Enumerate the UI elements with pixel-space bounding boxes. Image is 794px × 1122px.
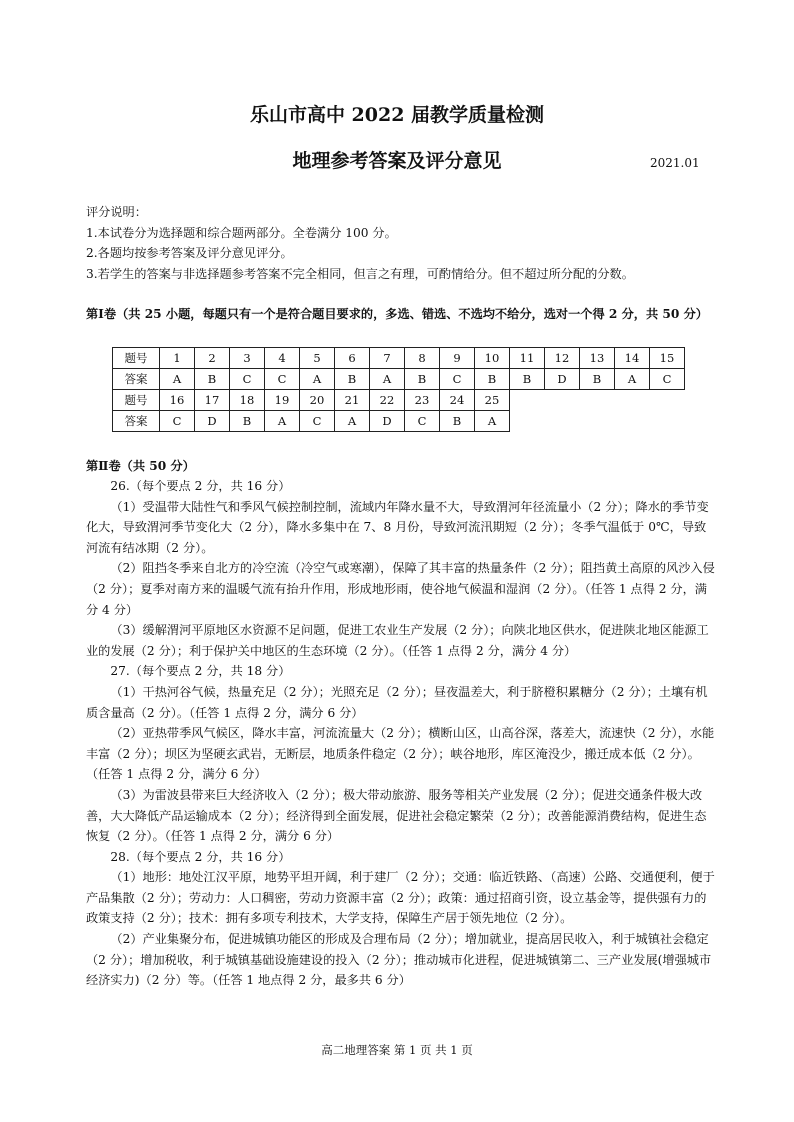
- document-title: 乐山市高中 2022 届教学质量检测: [249, 104, 545, 126]
- table-cell: B: [405, 369, 440, 390]
- row-label: 题号: [113, 390, 160, 411]
- table-cell: A: [335, 411, 370, 432]
- answer-paragraph: （3）缓解渭河平原地区水资源不足问题，促进工农业生产发展（2 分）；向陕北地区供水，促进陕北地区能源工业的发展（2 分）；利于保护关中地区的生态环境（2 分）。（任答 1 点得 2 分，满分 4 分）: [86, 623, 709, 658]
- table-empty-cell: [510, 411, 685, 432]
- scoring-notes: [86, 202, 718, 284]
- table-cell: B: [510, 369, 545, 390]
- scoring-note: 3.若学生的答案与非选择题参考答案不完全相同，但言之有理，可酌情给分。但不超过所分配的分数。: [86, 266, 634, 281]
- answer-paragraph: （2）产业集聚分布，促进城镇功能区的形成及合理布局（2 分）；增加就业，提高居民收入，利于城镇社会稳定（2 分）；增加税收，利于城镇基础设施建设的投入（2 分）；推动城市化进程，促进城镇第二、三产业发展(增强城市经济实力)（2 分）等。（任答 1 地点得 2 分，最多共 6 分）: [86, 932, 712, 988]
- answer-paragraph: 26.（每个要点 2 分，共 16 分）: [110, 479, 291, 493]
- table-cell: D: [370, 411, 405, 432]
- table-cell: 12: [545, 348, 580, 369]
- table-empty-cell: [510, 390, 685, 411]
- answer-row: [113, 369, 685, 390]
- table-cell: 9: [440, 348, 475, 369]
- document-subtitle: 地理参考答案及评分意见: [292, 150, 502, 172]
- table-cell: 5: [300, 348, 335, 369]
- table-cell: 15: [650, 348, 685, 369]
- table-cell: B: [440, 411, 475, 432]
- table-cell: 7: [370, 348, 405, 369]
- table-cell: 14: [615, 348, 650, 369]
- table-cell: A: [160, 369, 195, 390]
- table-cell: 19: [265, 390, 300, 411]
- table-cell: 24: [440, 390, 475, 411]
- table-cell: B: [475, 369, 510, 390]
- row-label: 答案: [113, 411, 160, 432]
- table-cell: B: [335, 369, 370, 390]
- table-cell: 1: [160, 348, 195, 369]
- table-cell: 10: [475, 348, 510, 369]
- section2-heading: 第Ⅱ卷（共 50 分）: [86, 459, 195, 473]
- page-footer: 高二地理答案 第 1 页 共 1 页: [321, 1043, 473, 1057]
- table-cell: D: [195, 411, 230, 432]
- table-cell: 25: [475, 390, 510, 411]
- table-cell: A: [370, 369, 405, 390]
- table-cell: 23: [405, 390, 440, 411]
- row-label: 题号: [113, 348, 160, 369]
- table-cell: D: [545, 369, 580, 390]
- answer-paragraph: （2）阻挡冬季来自北方的冷空流（冷空气或寒潮），保障了其丰富的热量条件（2 分）；阻挡黄土高原的风沙入侵（2 分）；夏季对南方来的温暖气流有抬升作用，形成地形雨，使谷地气候温和湿润（2 分）。（任答 1 点得 2 分，满分 4 分）: [86, 561, 715, 617]
- table-cell: A: [475, 411, 510, 432]
- answer-paragraph: （1）干热河谷气候，热量充足（2 分）；光照充足（2 分）；昼夜温差大，利于脐橙积累糖分（2 分）；土壤有机质含量高（2 分）。（任答 1 点得 2 分，满分 6 分）: [86, 684, 708, 720]
- table-cell: 20: [300, 390, 335, 411]
- table-cell: C: [440, 369, 475, 390]
- table-cell: 11: [510, 348, 545, 369]
- section1-heading: 第Ⅰ卷（共 25 小题，每题只有一个是符合题目要求的，多选、错选、不选均不给分，选对一个得 2 分，共 50 分）: [86, 307, 708, 321]
- table-cell: 2: [195, 348, 230, 369]
- table-cell: C: [230, 369, 265, 390]
- table-cell: B: [195, 369, 230, 390]
- table-cell: 16: [160, 390, 195, 411]
- table-cell: C: [160, 411, 195, 432]
- row-label: 答案: [113, 369, 160, 390]
- table-cell: B: [230, 411, 265, 432]
- table-cell: 6: [335, 348, 370, 369]
- answer-paragraph: 27.（每个要点 2 分，共 18 分）: [110, 664, 291, 679]
- answer-paragraph: 28.（每个要点 2 分，共 16 分）: [110, 849, 291, 864]
- table-cell: C: [405, 411, 440, 432]
- answer-paragraph: （2）亚热带季风气候区，降水丰富，河流流量大（2 分）；横断山区，山高谷深，落差大，流速快（2 分），水能丰富（2 分）；坝区为坚硬玄武岩，无断层，地质条件稳定（2 分）；峡谷地形，库区淹没少，搬迁成本低（2 分）。（任答 1 点得 2 分，满分 6 分）: [86, 726, 715, 782]
- table-cell: 13: [580, 348, 615, 369]
- scoring-note: 1.本试卷分为选择题和综合题两部分。全卷满分 100 分。: [86, 225, 397, 240]
- answer-paragraph: （1）地形：地处江汉平原，地势平坦开阔，利于建厂（2 分）；交通：临近铁路、（高速）公路、交通便利，便于产品集散（2 分）；劳动力：人口稠密，劳动力资源丰富（2 分）；政策：通过招商引资，设立基金等，提供强有力的政策支持（2 分）；技术：拥有多项专利技术，大学支持，保障生产居于领先地位（2 分）。: [86, 870, 715, 926]
- table-cell: 22: [370, 390, 405, 411]
- table-cell: 21: [335, 390, 370, 411]
- answer-paragraph: （1）受温带大陆性气和季风气候控制控制，流域内年降水量不大，导致渭河年径流量小（2 分）；降水的季节变化大，导致渭河季节变化大（2 分），降水多集中在 7、8 月份，导致河流汛期短（2 分）；冬季气温低于 0℃，导致河流有结冰期（2 分）。: [86, 499, 709, 555]
- table-cell: A: [300, 369, 335, 390]
- question-number-row: [113, 390, 685, 411]
- scoring-note: 2.各题均按参考答案及评分意见评分。: [86, 246, 293, 260]
- section2-answers: [86, 476, 718, 991]
- table-cell: 17: [195, 390, 230, 411]
- scoring-notes-heading: 评分说明：: [86, 205, 147, 219]
- document-date: 2021.01: [650, 156, 700, 170]
- table-cell: 4: [265, 348, 300, 369]
- question-number-row: [113, 348, 685, 369]
- table-cell: C: [300, 411, 335, 432]
- table-cell: 8: [405, 348, 440, 369]
- table-cell: 18: [230, 390, 265, 411]
- table-cell: A: [615, 369, 650, 390]
- answer-row: [113, 411, 685, 432]
- table-cell: A: [265, 411, 300, 432]
- answer-paragraph: （3）为雷波县带来巨大经济收入（2 分）；极大带动旅游、服务等相关产业发展（2 分）；促进交通条件极大改善，大大降低产品运输成本（2 分）；经济得到全面发展，促进社会稳定繁荣（2 分）；改善能源消费结构，促进生态恢复（2 分）。（任答 1 点得 2 分，满分 6 分）: [86, 787, 707, 844]
- table-cell: B: [580, 369, 615, 390]
- table-cell: 3: [230, 348, 265, 369]
- table-cell: C: [265, 369, 300, 390]
- answer-table: [112, 347, 685, 432]
- table-cell: C: [650, 369, 685, 390]
